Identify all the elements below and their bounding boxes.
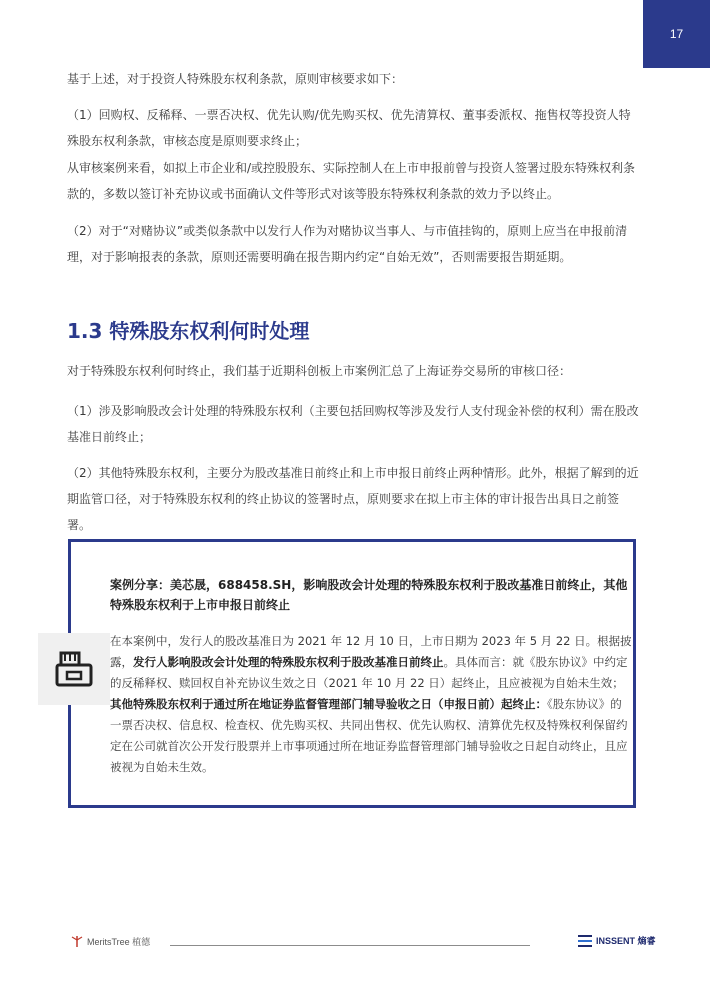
tree-icon [70,934,84,948]
list-item-1: （1）回购权、反稀释、一票否决权、优先认购/优先购买权、优先清算权、董事委派权、拖售权等投资人特殊股东权利条款，审核态度是原则要求终止； [67,108,631,148]
meritstree-logo [70,934,150,948]
section-list-item-1: （1）涉及影响股改会计处理的特殊股东权利（主要包括回购权等涉及发行人支付现金补偿的权利）需在股改基准日前终止； [67,404,639,444]
section-heading: 1.3 特殊股东权利何时处理 [67,319,310,343]
case-study-title: 案例分享：美芯晟，688458.SH，影响股改会计处理的特殊股东权利于股改基准日前终止，其他特殊股东权利于上市申报日前终止 [110,578,628,612]
inssent-mark-icon [578,935,592,947]
inssent-logo-text: INSSENT 熵睿 [596,936,656,946]
case-bold-2: 其他特殊股东权利于通过所在地证券监督管理部门辅导验收之日（申报日前）起终止： [110,697,547,711]
page-number: 17 [669,27,684,41]
intro-paragraph: 基于上述，对于投资人特殊股东权利条款，原则审核要求如下： [67,72,404,86]
page-number-tab [643,0,710,68]
section-intro-paragraph: 对于特殊股东权利何时终止，我们基于近期科创板上市案例汇总了上海证券交易所的审核口径： [67,364,572,378]
list-item-2: （2）对于“对赌协议”或类似条款中以发行人作为对赌协议当事人、与市值挂钩的，原则上应当在申报前清理，对于影响报表的条款，原则还需要明确在报告期内约定“自始无效”，否则需要报告期延期。 [67,224,628,264]
review-cases-paragraph: 从审核案例来看，如拟上市企业和/或控股股东、实际控制人在上市申报前曾与投资人签署过股东特殊权利条款的，多数以签订补充协议或书面确认文件等形式对该等股东特殊权利条款的效力予以终止。 [67,161,636,201]
document-icon-tile [38,633,110,705]
case-text-1: 在本案例中，发行人的股改基准日为 2021 年 12 月 10 日，上市日期为 2023 年 5 月 22 日。根据披露， [110,634,632,669]
case-study-body [110,631,632,778]
inssent-logo [578,934,656,947]
section-list-item-2: （2）其他特殊股东权利，主要分为股改基准日前终止和上市申报日前终止两种情形。此外，根据了解到的近期监管口径，对于特殊股东权利的终止协议的签署时点，原则要求在拟上市主体的审计报告出具日之前签署。 [67,466,639,532]
meritstree-logo-text: MeritsTree 植德 [87,936,151,947]
case-text-3: 《股东协议》的一票否决权、信息权、检查权、优先购买权、共同出售权、优先认购权、清算优先权及特殊权利保留约定在公司就首次公开发行股票并上市事项通过所在地证券监督管理部门辅导验收之日起自动终止，且应被视为自始未生效。 [110,697,628,774]
archive-icon [54,649,94,689]
case-text-2: 。具体而言：就《股东协议》中约定的反稀释权、赎回权自补充协议生效之日（2021 年 10 月 22 日）起终止，且应被视为自始未生效； [110,655,628,690]
case-bold-1: 发行人影响股改会计处理的特殊股东权利于股改基准日前终止 [133,655,444,669]
footer-divider [170,945,530,946]
